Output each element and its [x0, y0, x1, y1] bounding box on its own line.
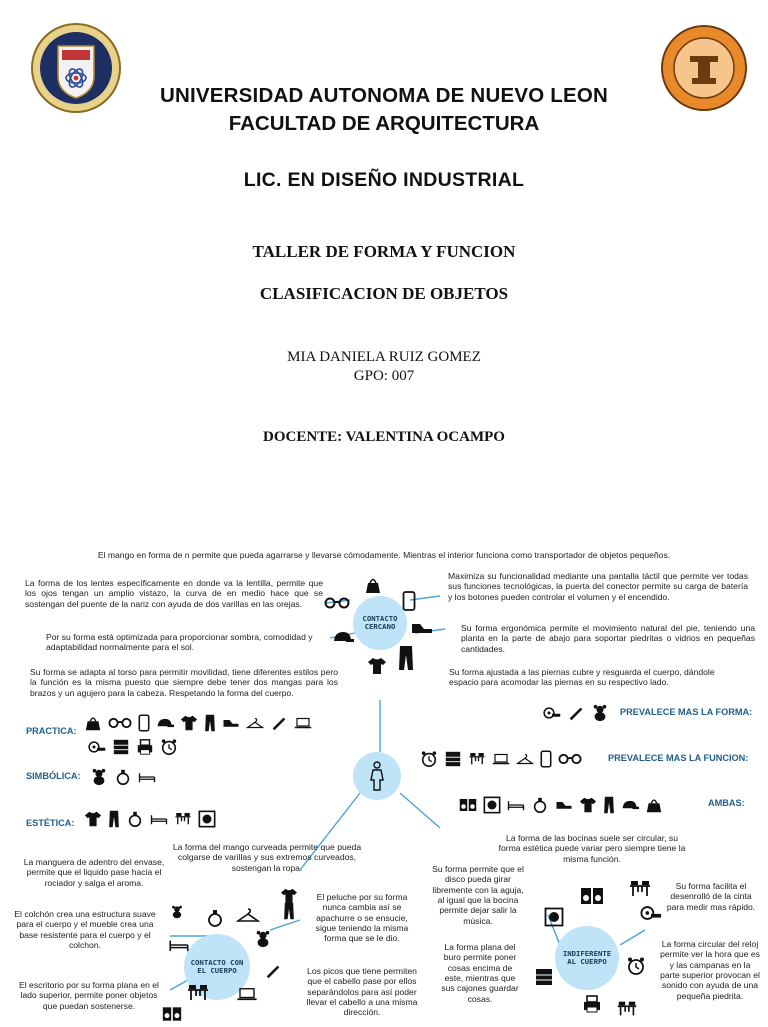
perfume-spray-icon: [531, 796, 549, 814]
teddy-bear-icon: [254, 930, 272, 953]
clock-note: La forma circular del reloj permite ver la hora que es y las campanas en la parte superior provocan el sonido con ayuda de una pequeña piedrita.: [660, 939, 760, 1001]
nightstand-icon: [534, 967, 554, 992]
perfume-spray-icon: [126, 810, 144, 828]
sneaker-icon: [410, 620, 434, 641]
cap-icon: [332, 630, 354, 649]
pants-icon: [204, 714, 216, 732]
spray-note: La manguera de adentro del envase, permite que el liquido pase hacia el rociador y salga el aroma.: [23, 857, 165, 888]
student-name: MIA DANIELA RUIZ GOMEZ: [287, 349, 481, 365]
cap-note: Por su forma está optimizada para proporcionar sombra, comodidad y adaptabilidad normalmente para el sol.: [46, 632, 313, 653]
hanger-icon: [236, 907, 260, 928]
alarm-clock-icon: [160, 738, 178, 756]
ambas-icons: [459, 796, 663, 814]
nightstand-icon: [112, 738, 130, 756]
desk-chairs-icon: [468, 750, 486, 768]
hub-contacto-cercano: CONTACTO CERCANO: [353, 596, 407, 650]
funcion-icons: [420, 750, 582, 768]
hanger-icon: [246, 714, 264, 732]
printer-icon: [582, 994, 602, 1019]
speakers-note: La forma de las bocinas suele ser circular, su forma estética puede variar pero siempre tiene la misma función.: [498, 833, 686, 864]
laptop-icon: [492, 750, 510, 768]
cap-icon: [156, 714, 174, 732]
category-forma: PREVALECE MAS LA FORMA:: [620, 707, 753, 717]
comb-note: Los picos que tiene permiten que el cabello pase por ellos separándolos para así poder llevar el cabello a una misma dirección.: [306, 966, 418, 1018]
group-number: GPO: 007: [353, 368, 415, 384]
perfume-spray-icon: [114, 768, 132, 786]
mattress-note: El colchón crea una estructura suave para el cuerpo y el mueble crea una base resistente para el cuerpo y el colchon.: [14, 909, 156, 950]
glasses-note: La forma de los lentes específicamente en donde va la lentilla, permite que los ojos tengan un amplio vistazo, la curva de en medio hace que se sostengan del puente de la nariz con ayuda de dos varillas en las orejas.: [25, 578, 323, 609]
turntable-icon: [483, 796, 501, 814]
laptop-icon: [236, 987, 258, 1006]
desk-chairs-icon: [174, 810, 192, 828]
category-practica: PRACTICA:: [26, 726, 77, 736]
person-icon: [368, 761, 386, 791]
university-title: UNIVERSIDAD AUTONOMA DE NUEVO LEON: [160, 84, 608, 107]
tshirt-icon: [367, 657, 387, 680]
hub-contacto-con-el-cuerpo: CONTACTO CON EL CUERPO: [184, 934, 250, 1000]
teddy-bear-icon: [90, 768, 108, 786]
hanger-note: La forma del mango curveada permite que pueda colgarse de varillas y sus extremos curveados, sostengan la ropa.: [172, 842, 362, 873]
faculty-title: FACULTAD DE ARQUITECTURA: [228, 112, 540, 135]
phone-icon: [402, 591, 416, 616]
cap-icon: [621, 796, 639, 814]
tape-measure-icon: [640, 905, 662, 926]
handbag-icon: [645, 796, 663, 814]
handbag-icon: [363, 575, 383, 600]
comb-icon: [264, 962, 282, 985]
handbag-icon: [84, 714, 102, 732]
desk-note: El escritorio por su forma plana en el lado superior, permite poner objetos que puedan sostenerse.: [19, 980, 159, 1011]
degree-title: LIC. EN DISEÑO INDUSTRIAL: [243, 169, 525, 191]
pants-icon: [108, 810, 120, 828]
desk-chairs-icon: [616, 1000, 638, 1023]
forma-icons: [543, 704, 609, 722]
glasses-icon: [108, 714, 132, 732]
turntable-icon: [198, 810, 216, 828]
alarm-clock-icon: [420, 750, 438, 768]
bed-icon: [168, 938, 190, 957]
tape-measure-icon: [543, 704, 561, 722]
practica-icons-row1: [84, 714, 312, 732]
sneaker-icon: [222, 714, 240, 732]
teddy-bear-icon: [591, 704, 609, 722]
shirt-note: Su forma se adapta al torso para permitir movilidad, tiene diferentes estilos pero la función es la misma puesto que siempre debe tener dos mangas para los brazos y un agujero para la cabeza. Respetando la forma del cuerpo.: [30, 667, 338, 698]
assignment-title: CLASIFICACION DE OBJETOS: [259, 284, 509, 303]
category-simbolica: SIMBÓLICA:: [26, 771, 81, 781]
phone-icon: [540, 750, 552, 768]
simbolica-icons: [90, 768, 156, 786]
phone-icon: [138, 714, 150, 732]
teddy-bear-icon: [170, 905, 184, 924]
tape-note: Su forma facilita el desenrolló de la cinta para medir mas rápido.: [666, 881, 756, 912]
category-funcion: PREVALECE MAS LA FUNCION:: [608, 753, 749, 763]
estetica-icons: [84, 810, 216, 828]
bed-icon: [150, 810, 168, 828]
teacher-name: DOCENTE: VALENTINA OCAMPO: [263, 429, 505, 445]
speakers-icon: [459, 796, 477, 814]
central-person-hub: [353, 752, 401, 800]
turntable-note: Su forma permite que el disco pueda girar libremente con la aguja, al igual que la bocina permite dejar salir la música.: [432, 864, 524, 926]
shoe-note: Su forma ergonómica permite el movimiento natural del pie, teniendo una planta en la parte de abajo para soportar piedritas o vidrios en pequeñas cantidades.: [461, 623, 755, 654]
comb-icon: [270, 714, 288, 732]
tape-measure-icon: [88, 738, 106, 756]
pants-icon: [603, 796, 615, 814]
pants-icon: [398, 645, 414, 676]
category-estetica: ESTÉTICA:: [26, 818, 75, 828]
laptop-icon: [294, 714, 312, 732]
practica-icons-row2: [88, 738, 178, 756]
speakers-icon: [580, 887, 604, 910]
bed-icon: [507, 796, 525, 814]
sneaker-icon: [555, 796, 573, 814]
nightstand-note: La forma plana del buro permite poner cosas encima de este, mientras que sus cajones guardar cosas.: [441, 942, 519, 1004]
tshirt-icon: [579, 796, 597, 814]
desk-chairs-icon: [186, 984, 210, 1007]
desk-chairs-icon: [628, 880, 652, 903]
pants-icon: [283, 902, 295, 925]
alarm-clock-icon: [626, 956, 646, 981]
hub-indiferente-al-cuerpo: INDIFERENTE AL CUERPO: [555, 926, 619, 990]
glasses-icon: [558, 750, 582, 768]
printer-icon: [136, 738, 154, 756]
teddy-note: El peluche por su forma nunca cambia así se apachurre o se ensucie, sigue teniendo la misma forma que se le dio.: [315, 892, 409, 944]
pants-note: Su forma ajustada a las piernas cubre y resguarda el cuerpo, dándole espacio para acomodar las piernas en su respectivo lado.: [449, 667, 715, 688]
nightstand-icon: [444, 750, 462, 768]
bed-icon: [138, 768, 156, 786]
turntable-icon: [544, 907, 564, 932]
hanger-icon: [516, 750, 534, 768]
tshirt-icon: [180, 714, 198, 732]
comb-icon: [567, 704, 585, 722]
bag-note: El mango en forma de n permite que pueda agarrarse y llevarse cómodamente. Mientras el interior funciona como transportador de objetos pequeños.: [97, 550, 671, 560]
perfume-spray-icon: [205, 908, 225, 933]
tshirt-icon: [84, 810, 102, 828]
glasses-icon: [324, 596, 350, 615]
course-title: TALLER DE FORMA Y FUNCION: [252, 242, 516, 261]
phone-note: Maximiza su funcionalidad mediante una pantalla táctil que permite ver todas sus funciones tecnológicas, la puerta del conector permite su carga de batería y los botones pueden controlar el volumen y el encendido.: [448, 571, 748, 602]
category-ambas: AMBAS:: [708, 798, 745, 808]
